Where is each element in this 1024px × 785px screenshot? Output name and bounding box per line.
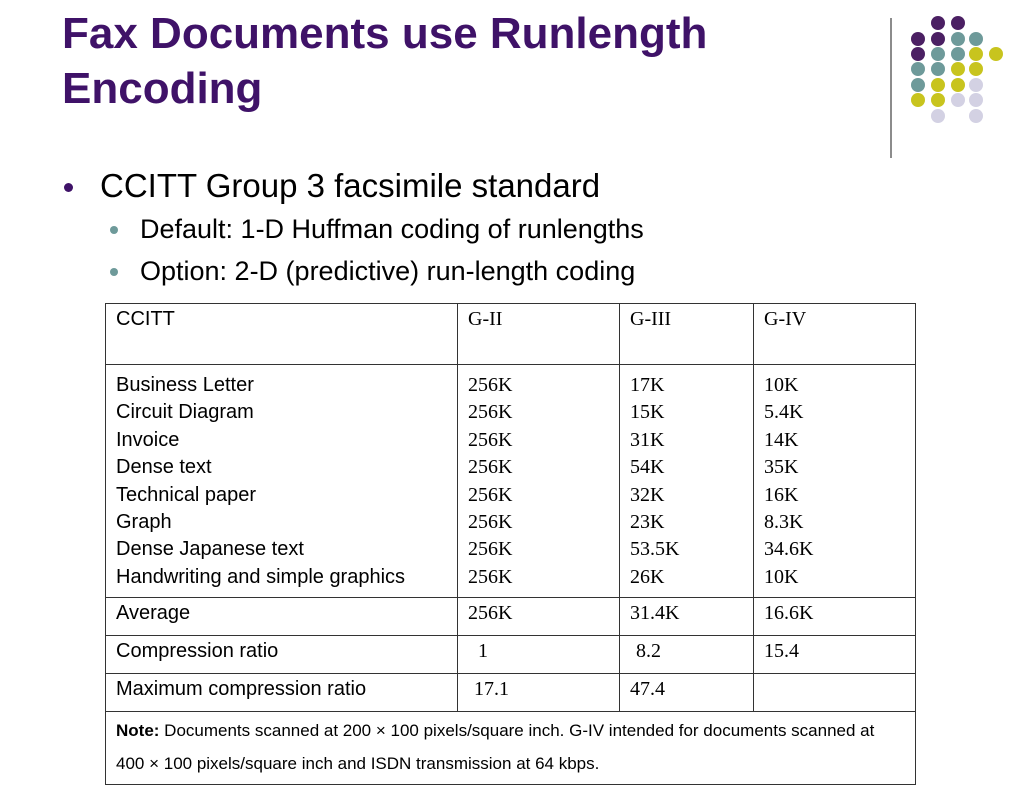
g4-value: 5.4K bbox=[764, 401, 804, 424]
decorative-dot bbox=[951, 47, 965, 61]
g2-value: 256K bbox=[468, 565, 513, 588]
header-ccitt: CCITT bbox=[106, 304, 458, 365]
g2-value: 256K bbox=[468, 374, 513, 396]
average-g4: 16.6K bbox=[754, 598, 916, 636]
decorative-dot bbox=[931, 109, 945, 123]
g4-value: 34.6K bbox=[764, 538, 814, 561]
g2-value: 256K bbox=[468, 401, 513, 424]
max-compression-ratio-label: Maximum compression ratio bbox=[106, 674, 458, 712]
decorative-dot bbox=[989, 47, 1003, 61]
g4-value: 10K bbox=[764, 374, 799, 396]
doc-label: Graph bbox=[116, 511, 172, 534]
decorative-dot bbox=[951, 93, 965, 107]
decorative-dot bbox=[969, 32, 983, 46]
decorative-dot bbox=[911, 93, 925, 107]
decorative-dot bbox=[969, 78, 983, 92]
average-g3: 31.4K bbox=[620, 598, 754, 636]
doc-label: Business Letter bbox=[116, 374, 254, 396]
divider-line bbox=[890, 18, 892, 158]
g3-value: 26K bbox=[630, 565, 665, 588]
g2-values-cell bbox=[458, 365, 620, 598]
decorative-dot bbox=[969, 109, 983, 123]
compression-ratio-g4: 15.4 bbox=[754, 636, 916, 674]
decorative-dot bbox=[951, 16, 965, 30]
g3-value: 31K bbox=[630, 428, 665, 451]
sub-bullet-2: Option: 2-D (predictive) run-length coding bbox=[140, 256, 636, 286]
slide-title: Fax Documents use Runlength Encoding bbox=[62, 9, 708, 113]
g2-value: 256K bbox=[468, 428, 513, 451]
average-g2: 256K bbox=[458, 598, 620, 636]
g3-value: 23K bbox=[630, 511, 665, 534]
doc-label: Handwriting and simple graphics bbox=[116, 565, 406, 588]
doc-label: Dense text bbox=[116, 456, 212, 479]
g3-value: 17K bbox=[630, 374, 665, 396]
decorative-dot bbox=[911, 62, 925, 76]
max-compression-ratio-g2: 17.1 bbox=[458, 674, 620, 712]
decorative-dot bbox=[931, 62, 945, 76]
table-row-documents bbox=[106, 365, 916, 598]
decorative-dot bbox=[931, 32, 945, 46]
max-compression-ratio-g3: 47.4 bbox=[620, 674, 754, 712]
decorative-dot bbox=[911, 47, 925, 61]
max-compression-ratio-g4 bbox=[754, 674, 916, 712]
decorative-dot bbox=[951, 62, 965, 76]
doc-label: Invoice bbox=[116, 428, 180, 451]
note-label: Note: bbox=[116, 721, 160, 741]
g4-values-cell bbox=[754, 365, 916, 598]
table-note bbox=[106, 712, 916, 785]
doc-label: Circuit Diagram bbox=[116, 401, 254, 424]
compression-ratio-g3: 8.2 bbox=[620, 636, 754, 674]
g3-value: 32K bbox=[630, 483, 665, 506]
table-row-average bbox=[106, 598, 916, 636]
document-types-cell bbox=[106, 365, 458, 598]
decorative-dot bbox=[931, 47, 945, 61]
fax-compression-table bbox=[105, 303, 916, 785]
compression-ratio-label: Compression ratio bbox=[106, 636, 458, 674]
g4-value: 14K bbox=[764, 428, 799, 451]
decorative-dot bbox=[969, 47, 983, 61]
decorative-dot bbox=[911, 78, 925, 92]
table-row-note bbox=[106, 712, 916, 785]
bullet-main: CCITT Group 3 facsimile standard bbox=[100, 167, 601, 204]
decorative-dot bbox=[951, 32, 965, 46]
decorative-dot bbox=[931, 93, 945, 107]
decorative-dot bbox=[931, 78, 945, 92]
compression-ratio-g2: 1 bbox=[458, 636, 620, 674]
g3-value: 54K bbox=[630, 456, 665, 479]
note-text: Documents scanned at 200 × 100 pixels/square inch. G-IV intended for documents scanned at 400 × 100 pixels/square inch and ISDN transmission at 64 kbps. bbox=[116, 721, 875, 774]
table-header-row bbox=[106, 304, 916, 365]
g2-value: 256K bbox=[468, 483, 513, 506]
table-row-compression-ratio bbox=[106, 636, 916, 674]
header-g2: G-II bbox=[458, 304, 620, 365]
g2-value: 256K bbox=[468, 511, 513, 534]
g2-value: 256K bbox=[468, 538, 513, 561]
g3-value: 53.5K bbox=[630, 538, 680, 561]
doc-label: Technical paper bbox=[116, 483, 257, 506]
decorative-dot bbox=[931, 16, 945, 30]
header-g4: G-IV bbox=[754, 304, 916, 365]
table-row-max-compression-ratio bbox=[106, 674, 916, 712]
decorative-dot bbox=[969, 62, 983, 76]
g4-value: 35K bbox=[764, 456, 799, 479]
g4-value: 16K bbox=[764, 483, 799, 506]
doc-label: Dense Japanese text bbox=[116, 538, 304, 561]
header-g3: G-III bbox=[620, 304, 754, 365]
sub-bullet-1: Default: 1-D Huffman coding of runlengths bbox=[140, 214, 644, 244]
g2-value: 256K bbox=[468, 456, 513, 479]
g4-value: 8.3K bbox=[764, 511, 804, 534]
g3-value: 15K bbox=[630, 401, 665, 424]
average-label: Average bbox=[106, 598, 458, 636]
decorative-dot bbox=[951, 78, 965, 92]
g3-values-cell bbox=[620, 365, 754, 598]
decorative-dot bbox=[969, 93, 983, 107]
g4-value: 10K bbox=[764, 565, 799, 588]
decorative-dot bbox=[911, 32, 925, 46]
